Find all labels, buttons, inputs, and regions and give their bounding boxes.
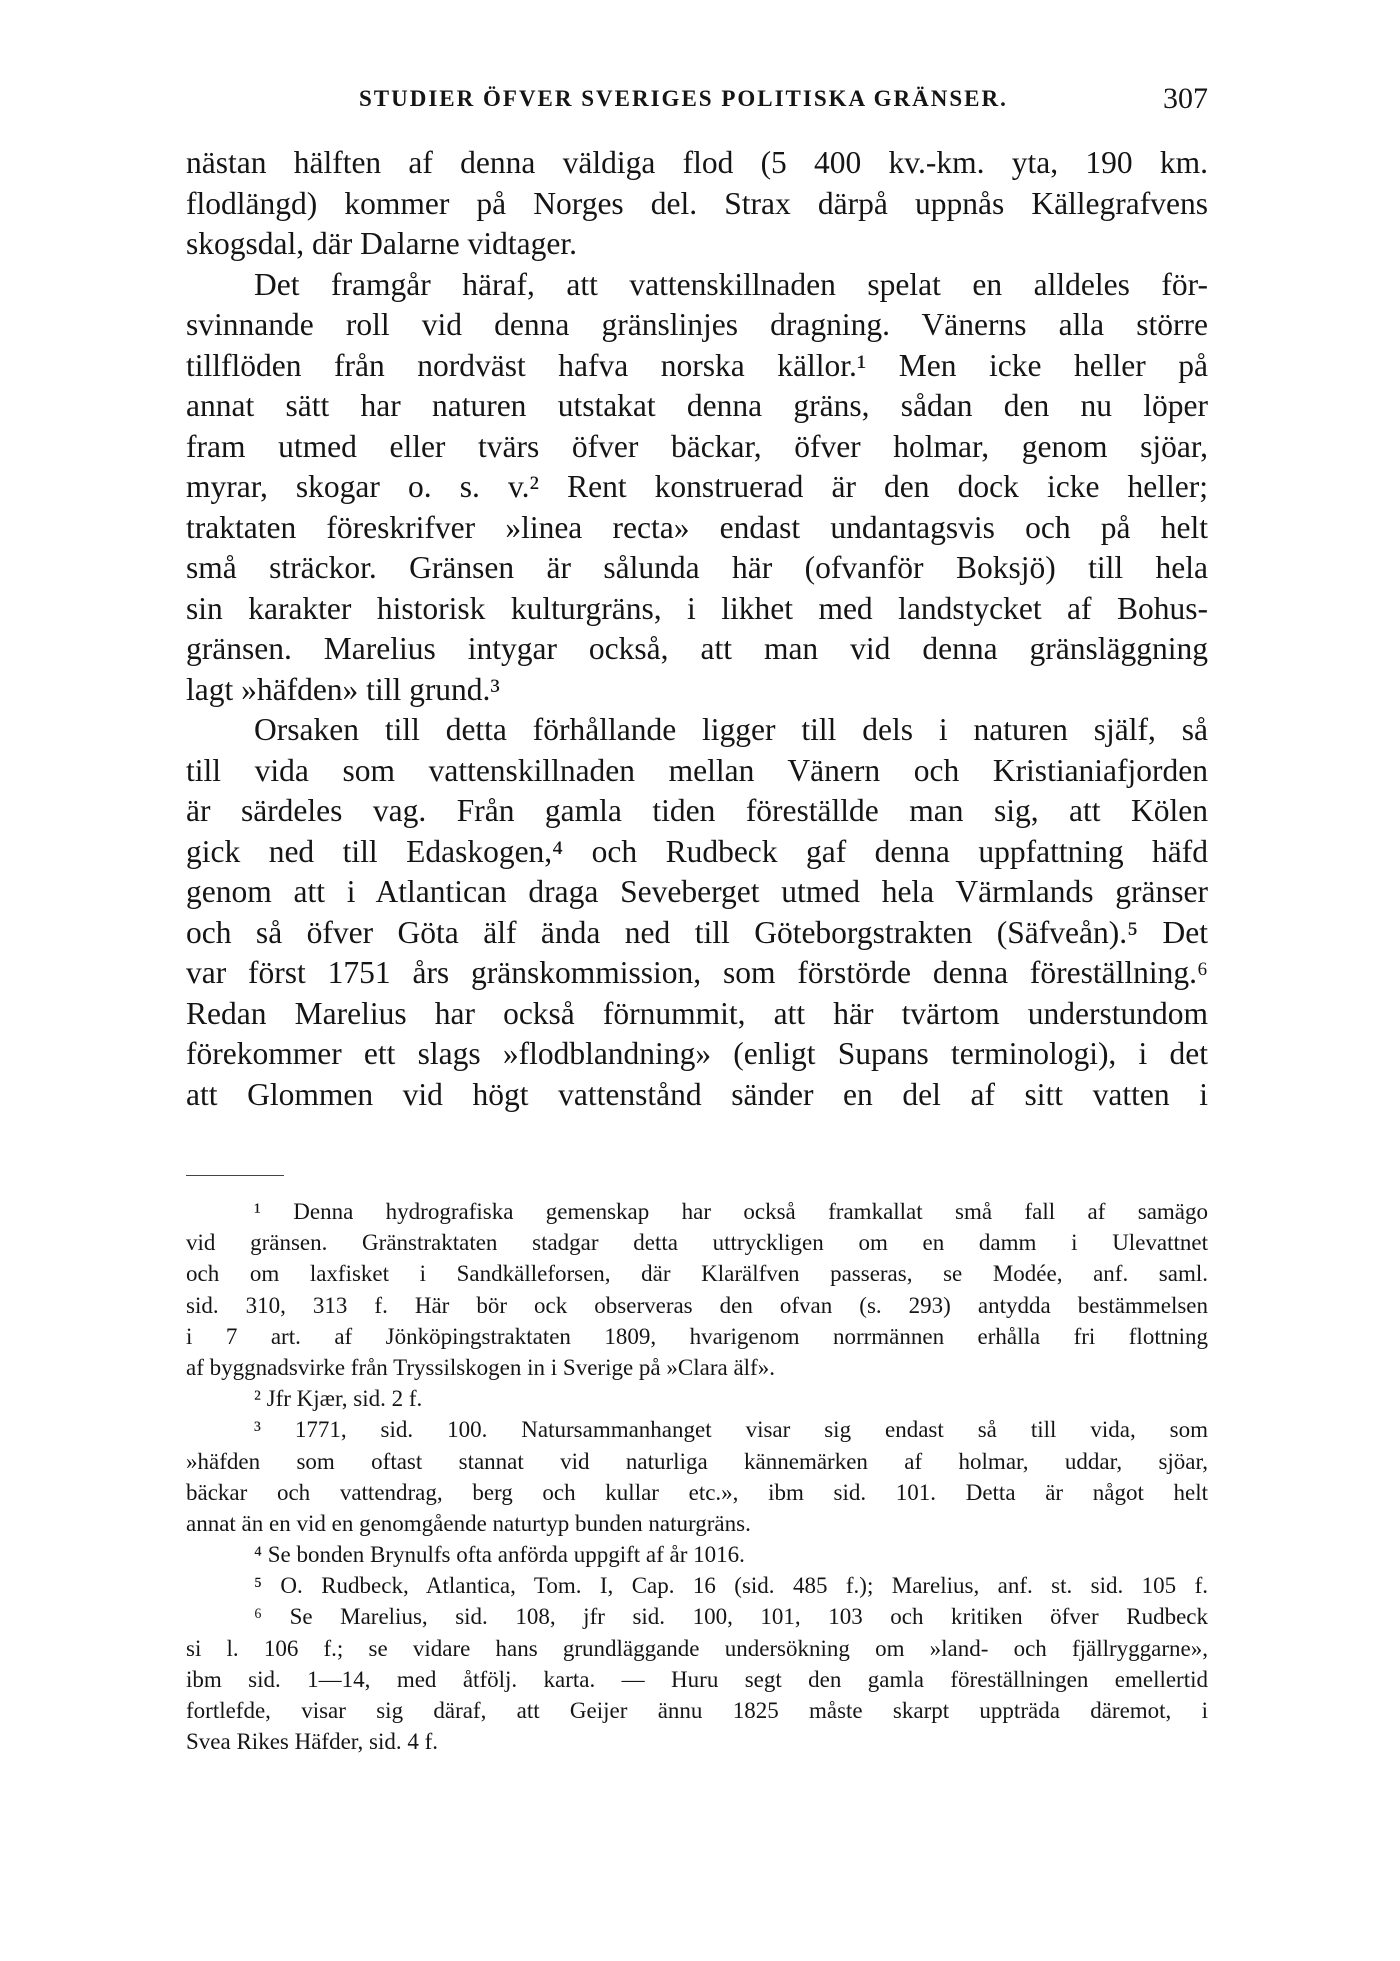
- body-line: flodlängd) kommer på Norges del. Strax därpå uppnås Källegrafvens: [186, 185, 1208, 221]
- body-line: förekommer ett slags »flodblandning» (enligt Supans terminologi), i det: [186, 1036, 1208, 1071]
- footnote-line: ⁴ Se bonden Brynulfs ofta anförda uppgift af år 1016.: [254, 1542, 745, 1568]
- page-number: 307: [1163, 82, 1208, 115]
- footnote-line: »häfden som oftast stannat vid naturliga kännemärken af holmar, uddar, sjöar,: [186, 1448, 1208, 1474]
- footnote-line: i 7 art. af Jönköpingstraktaten 1809, hvarigenom norrmännen erhålla fri flottning: [186, 1323, 1208, 1349]
- body-line: lagt »häfden» till grund.³: [186, 671, 500, 707]
- body-line: Redan Marelius har också förnummit, att här tvärtom understundom: [186, 995, 1208, 1031]
- footnote-line: si l. 106 f.; se vidare hans grundläggande undersökning om »land- och fjällryggarne»,: [186, 1635, 1208, 1661]
- footnote-line: ⁶ Se Marelius, sid. 108, jfr sid. 100, 101, 103 och kritiken öfver Rudbeck: [254, 1604, 1208, 1630]
- footnotes: [186, 1196, 1208, 1757]
- footnote-line: ⁵ O. Rudbeck, Atlantica, Tom. I, Cap. 16 (sid. 485 f.); Marelius, anf. st. sid. 105 f.: [254, 1573, 1208, 1599]
- body-line: myrar, skogar o. s. v.² Rent konstruerad är den dock icke heller;: [186, 469, 1208, 504]
- body-line: att Glommen vid högt vattenstånd sänder en del af sitt vatten i: [186, 1076, 1208, 1112]
- body-line: små sträckor. Gränsen är sålunda här (ofvanför Boksjö) till hela: [186, 550, 1208, 585]
- footnote-line: fortlefde, visar sig däraf, att Geijer ännu 1825 måste skarpt uppträda däremot, i: [186, 1698, 1208, 1723]
- body-line: skogsdal, där Dalarne vidtager.: [186, 226, 577, 261]
- body-line: till vida som vattenskillnaden mellan Vänern och Kristianiafjorden: [186, 752, 1208, 788]
- footnote-line: Svea Rikes Häfder, sid. 4 f.: [186, 1729, 439, 1755]
- body-line: fram utmed eller tvärs öfver bäckar, öfver holmar, genom sjöar,: [186, 428, 1208, 464]
- body-line: gränsen. Marelius intygar också, att man vid denna gränsläggning: [186, 631, 1208, 666]
- footnote-line: ibm sid. 1—14, med åtfölj. karta. — Huru segt den gamla föreställningen emellertid: [186, 1666, 1208, 1692]
- body-line: är särdeles vag. Från gamla tiden föreställde man sig, att Kölen: [186, 793, 1208, 828]
- footnote-line: ¹ Denna hydrografiska gemenskap har också framkallat små fall af samägo: [254, 1199, 1208, 1224]
- running-title: STUDIER ÖFVER SVERIGES POLITISKA GRÄNSER.: [359, 86, 1008, 111]
- body-line: genom att i Atlantican draga Seveberget utmed hela Värmlands gränser: [186, 874, 1208, 909]
- body-line: nästan hälften af denna väldiga flod (5 400 kv.-km. yta, 190 km.: [186, 145, 1208, 180]
- footnote-line: annat än en vid en genomgående naturtyp bunden naturgräns.: [186, 1510, 751, 1536]
- footnote-line: och om laxfisket i Sandkälleforsen, där Klarälfven passeras, se Modée, anf. saml.: [186, 1261, 1208, 1287]
- body-line: Det framgår häraf, att vattenskillnaden spelat en alldeles för-: [254, 266, 1208, 302]
- footnote-line: ³ 1771, sid. 100. Natursammanhanget visar sig endast så till vida, som: [254, 1417, 1208, 1443]
- body-line: och så öfver Göta älf ända ned till Göteborgstrakten (Säfveån).⁵ Det: [186, 914, 1208, 950]
- footnote-line: bäckar och vattendrag, berg och kullar etc.», ibm sid. 101. Detta är något helt: [186, 1479, 1208, 1505]
- footnote-line: ² Jfr Kjær, sid. 2 f.: [254, 1386, 423, 1412]
- body-line: tillflöden från nordväst hafva norska källor.¹ Men icke heller på: [186, 347, 1208, 383]
- body-line: sin karakter historisk kulturgräns, i likhet med landstycket af Bohus-: [186, 590, 1208, 626]
- body-line: var först 1751 års gränskommission, som förstörde denna föreställning.⁶: [186, 955, 1208, 990]
- body-line: svinnande roll vid denna gränslinjes dragning. Vänerns alla större: [186, 307, 1208, 342]
- body-line: Orsaken till detta förhållande ligger till dels i naturen själf, så: [254, 712, 1208, 747]
- footnote-line: af byggnadsvirke från Tryssilskogen in i Sverige på »Clara älf».: [186, 1354, 775, 1380]
- body-line: annat sätt har naturen utstakat denna gräns, sådan den nu löper: [186, 388, 1208, 423]
- footnote-line: vid gränsen. Gränstraktaten stadgar detta uttryckligen om en damm i Ulevattnet: [186, 1230, 1208, 1256]
- body-line: traktaten föreskrifver »linea recta» endast undantagsvis och på helt: [186, 509, 1208, 545]
- page-header: [186, 82, 1208, 126]
- body-text: [186, 143, 1208, 1115]
- footnote-line: sid. 310, 313 f. Här bör ock observeras den ofvan (s. 293) antydda bestämmelsen: [186, 1292, 1208, 1318]
- footnote-divider: [186, 1175, 284, 1176]
- body-line: gick ned till Edaskogen,⁴ och Rudbeck gaf denna uppfattning häfd: [186, 833, 1208, 869]
